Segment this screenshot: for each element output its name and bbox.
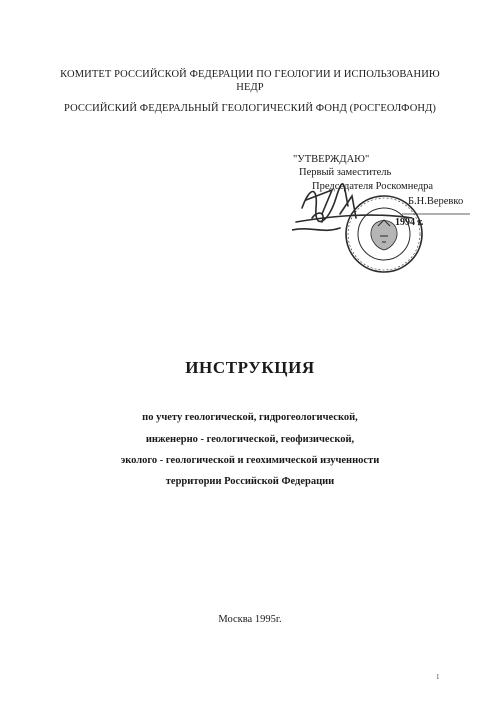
page-number: 1	[436, 673, 440, 681]
subtitle-line: инженерно - геологической, геофизической,	[145, 434, 355, 445]
subtitle-line: по учету геологической, гидрогеологической,	[142, 412, 358, 423]
approval-heading: "УТВЕРЖДАЮ"	[293, 154, 370, 165]
approver-position-line-1: Первый заместитель	[299, 167, 392, 178]
approver-position-line-2: Председателя Роскомнедра	[312, 181, 434, 192]
document-title: ИНСТРУКЦИЯ	[185, 358, 315, 377]
org-name-committee: КОМИТЕТ РОССИЙСКОЙ ФЕДЕРАЦИИ ПО ГЕОЛОГИИ И ИСПОЛЬЗОВАНИЮ НЕДР	[60, 69, 440, 93]
subtitle-line: территории Российской Федерации	[165, 476, 335, 487]
approver-name: Б.Н.Веревко	[408, 196, 464, 207]
approval-date: 1994 г.	[395, 217, 424, 228]
subtitle-line: эколого - геологической и геохимической изученности	[120, 455, 380, 466]
signature-and-seal-stamp	[292, 178, 472, 278]
publication-place-year: Москва 1995г.	[218, 614, 282, 625]
org-name-fund: РОССИЙСКИЙ ФЕДЕРАЛЬНЫЙ ГЕОЛОГИЧЕСКИЙ ФОНД (РОСГЕОЛФОНД)	[64, 103, 436, 114]
